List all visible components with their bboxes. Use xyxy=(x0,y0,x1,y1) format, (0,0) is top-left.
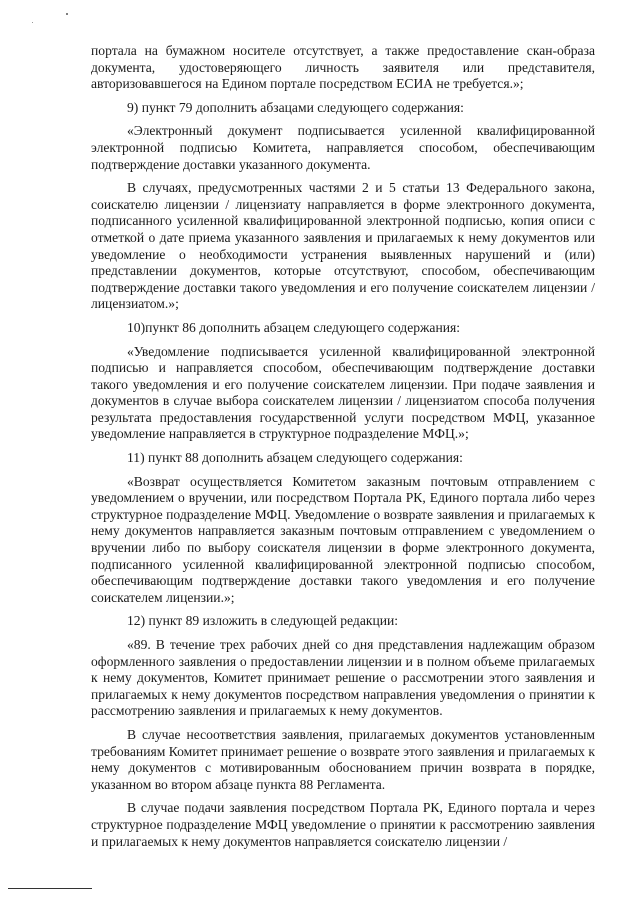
footnote-divider xyxy=(8,888,92,889)
paragraph: В случаях, предусмотренных частями 2 и 5 статьи 13 Федерального закона, соискателю лицензии / лицензиату направляется в форме электронного документа, подписанного усиленной квалифицированной электронной подписью, копия описи с отметкой о дате приема указанного заявления и прилагаемых к нему документов или уведомление о необходимости устранения выявленных нарушений и (или) представлении документов, которые отсутствуют, способом, обеспечивающим подтверждение доставки такого уведомления и его получение соискателем лицензии / лицензиатом.»; xyxy=(91,180,595,312)
item-11-heading: 11) пункт 88 дополнить абзацем следующего содержания: xyxy=(127,450,463,466)
paragraph: В случае несоответствия заявления, прилагаемых документов установленным требованиям Комитет принимает решение о возврате этого заявления и прилагаемых к нему документов с мотивированным обоснованием причин возврата в порядке, указанном во втором абзаце пункта 88 Регламента. xyxy=(91,726,595,792)
document-body xyxy=(91,43,595,850)
scan-artifact xyxy=(66,13,68,15)
paragraph: «89. В течение трех рабочих дней со дня представления надлежащим образом оформленного заявления о предоставлении лицензии и в полном объеме прилагаемых к нему документов, Комитет принимает решение о рассмотрении этого заявления и прилагаемых к нему документов посредством направления уведомления о принятии к рассмотрению заявления и прилагаемых к нему документов. xyxy=(91,637,595,719)
paragraph: «Возврат осуществляется Комитетом заказным почтовым отправлением с уведомлением о вручении, или посредством Портала РК, Единого портала либо через структурное подразделение МФЦ. Уведомление о возврате заявления и прилагаемых к нему документов направляется заказным почтовым отправлением с уведомлением о вручении либо по выбору соискателя лицензии в форме электронного документа, подписанного усиленной квалифицированной электронной подписью способом, обеспечивающим подтверждение доставки такого уведомления и его получение соискателем лицензии.»; xyxy=(91,473,595,605)
item-9-heading: 9) пункт 79 дополнить абзацами следующего содержания: xyxy=(127,99,464,115)
paragraph-continuation: портала на бумажном носителе отсутствует, а также предоставление скан-образа документа, удостоверяющего личность заявителя или представителя, авторизовавшегося на Едином портале посредством ЕСИА не требуется.»; xyxy=(91,43,595,92)
scan-artifact xyxy=(32,22,33,23)
item-12-heading: 12) пункт 89 изложить в следующей редакции: xyxy=(127,613,399,629)
paragraph: «Уведомление подписывается усиленной квалифицированной электронной подписью и направляется способом, обеспечивающим подтверждение доставки такого уведомления и его получение соискателем лицензии. При подаче заявления и документов в случае выбора соискателем лицензии / лицензиатом способа получения результата предоставления государственной услуги посредством МФЦ, указанное уведомление направляется в структурное подразделение МФЦ.»; xyxy=(91,343,595,442)
paragraph: В случае подачи заявления посредством Портала РК, Единого портала и через структурное подразделение МФЦ уведомление о принятии к рассмотрению заявления и прилагаемых к нему документов направляется соискателю лицензии / xyxy=(91,800,595,849)
item-10-heading: 10)пункт 86 дополнить абзацем следующего содержания: xyxy=(127,319,461,335)
paragraph: «Электронный документ подписывается усиленной квалифицированной электронной подписью Комитета, направляется способом, обеспечивающим подтверждение доставки указанного документа. xyxy=(91,123,595,172)
